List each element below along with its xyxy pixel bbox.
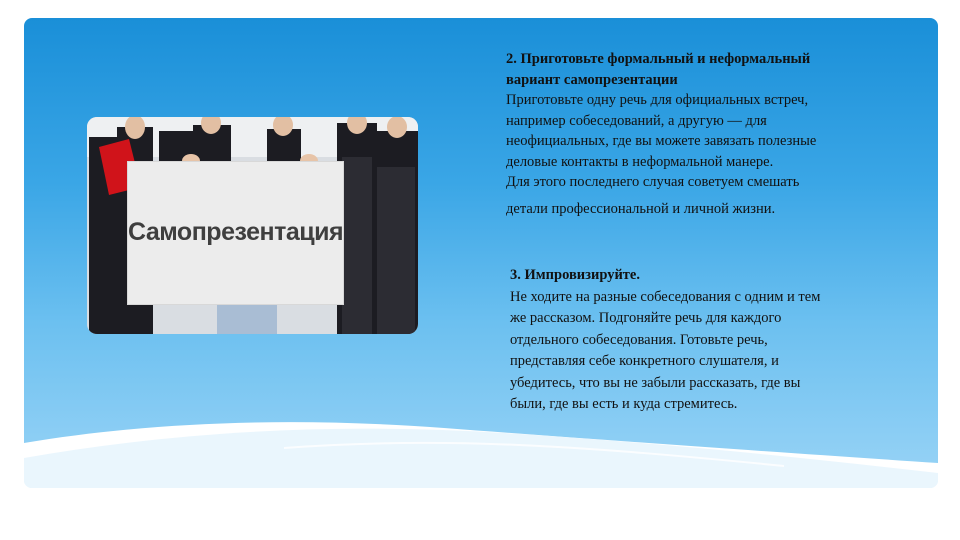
business-people-photo: [87, 117, 418, 334]
section2-text-line: неофициальных, где вы можете завязать полезные: [506, 133, 817, 149]
section-improvise: [510, 265, 910, 416]
slide: [24, 18, 938, 488]
section-formal-informal: [506, 49, 906, 219]
section3-text-line: Не ходите на разные собеседования с одним и тем: [510, 288, 821, 305]
sign-board: [127, 161, 344, 305]
section3-text-line: же рассказом. Подгоняйте речь для каждого: [510, 310, 782, 326]
section2-heading-line1: 2. Приготовьте формальный и неформальный: [506, 51, 811, 67]
section3-text-line: были, где вы есть и куда стремитесь.: [510, 396, 738, 412]
section2-text-line: детали профессиональной и личной жизни.: [506, 200, 776, 217]
section2-text-line: например собеседований, а другую — для: [506, 112, 767, 129]
section2-text-line: деловые контакты в неформальной манере.: [506, 153, 774, 170]
section2-text-line: Приготовьте одну речь для официальных встреч,: [506, 92, 809, 108]
section2-heading-line2: вариант самопрезентации: [506, 71, 678, 88]
section3-text-line: убедитесь, что вы не забыли рассказать, где вы: [510, 374, 801, 391]
section3-text-line: отдельного собеседования. Готовьте речь,: [510, 331, 768, 348]
section3-heading: 3. Импровизируйте.: [510, 267, 640, 283]
section3-text-line: представляя себе конкретного слушателя, и: [510, 353, 779, 369]
section2-text-line: Для этого последнего случая советуем смешать: [506, 174, 800, 190]
sign-title: Самопрезентация: [128, 218, 344, 246]
